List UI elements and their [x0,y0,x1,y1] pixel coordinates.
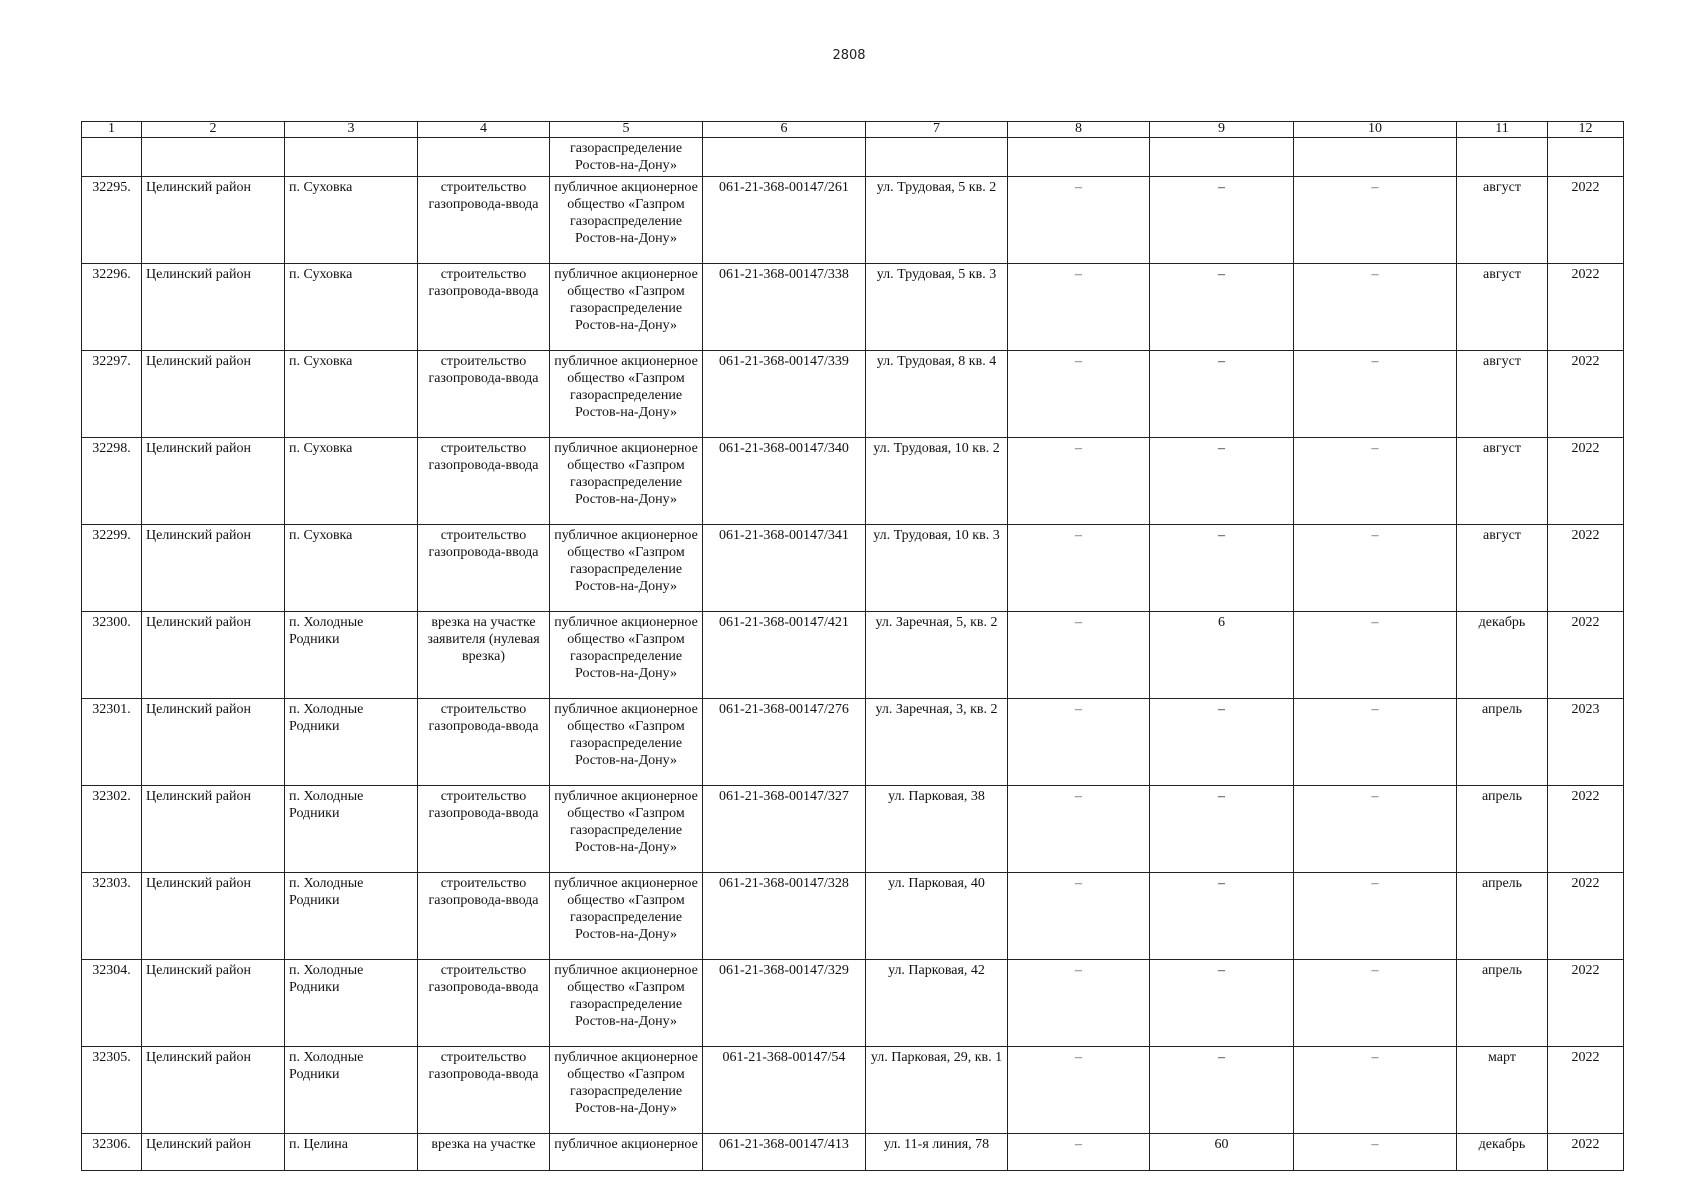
column-9-cell: 60 [1150,1134,1294,1171]
work-type-cell: строительство газопровода-ввода [418,960,550,1047]
organization-cell: публичное акционерное [550,1134,703,1171]
year-cell: 2022 [1548,438,1624,525]
table-row [82,873,1624,960]
work-type-cell: строительство газопровода-ввода [418,525,550,612]
row-number-cell: 32296. [82,264,142,351]
column-9-cell: – [1150,525,1294,612]
table-cell [1548,138,1624,177]
table-cell [1294,138,1457,177]
month-cell: апрель [1457,699,1548,786]
header-cell: 1 [82,122,142,138]
address-cell: ул. Трудовая, 5 кв. 3 [866,264,1008,351]
address-cell: ул. Парковая, 29, кв. 1 [866,1047,1008,1134]
work-type-cell: строительство газопровода-ввода [418,264,550,351]
table-row [82,1047,1624,1134]
org-cell: газораспределение Ростов-на-Дону» [550,138,703,177]
address-cell: ул. Трудовая, 10 кв. 3 [866,525,1008,612]
month-cell: август [1457,525,1548,612]
address-cell: ул. Трудовая, 8 кв. 4 [866,351,1008,438]
contract-number-cell: 061-21-368-00147/327 [703,786,866,873]
contract-number-cell: 061-21-368-00147/338 [703,264,866,351]
year-cell: 2022 [1548,264,1624,351]
column-9-cell: – [1150,1047,1294,1134]
column-9-cell: – [1150,438,1294,525]
column-10-cell: – [1294,612,1457,699]
column-8-cell: – [1008,438,1150,525]
work-type-cell: строительство газопровода-ввода [418,699,550,786]
header-cell: 11 [1457,122,1548,138]
column-10-cell: – [1294,177,1457,264]
year-cell: 2022 [1548,1134,1624,1171]
contract-number-cell: 061-21-368-00147/261 [703,177,866,264]
row-number-cell: 32297. [82,351,142,438]
locality-cell: п. Суховка [285,351,418,438]
month-cell: август [1457,351,1548,438]
address-cell: ул. Парковая, 42 [866,960,1008,1047]
column-10-cell: – [1294,960,1457,1047]
page-number: 2808 [832,48,866,63]
district-cell: Целинский район [142,699,285,786]
column-10-cell: – [1294,264,1457,351]
year-cell: 2022 [1548,1047,1624,1134]
table-row [82,786,1624,873]
column-10-cell: – [1294,786,1457,873]
district-cell: Целинский район [142,351,285,438]
row-number-cell: 32304. [82,960,142,1047]
contract-number-cell: 061-21-368-00147/413 [703,1134,866,1171]
contract-number-cell: 061-21-368-00147/421 [703,612,866,699]
address-cell: ул. Заречная, 5, кв. 2 [866,612,1008,699]
column-8-cell: – [1008,873,1150,960]
column-8-cell: – [1008,1134,1150,1171]
contract-number-cell: 061-21-368-00147/329 [703,960,866,1047]
month-cell: август [1457,177,1548,264]
organization-cell: публичное акционерное общество «Газпром газораспределение Ростов-на-Дону» [550,960,703,1047]
row-number-cell: 32300. [82,612,142,699]
column-9-cell: – [1150,264,1294,351]
table-cell [418,138,550,177]
month-cell: декабрь [1457,1134,1548,1171]
locality-cell: п. Холодные Родники [285,786,418,873]
district-cell: Целинский район [142,1134,285,1171]
locality-cell: п. Холодные Родники [285,612,418,699]
column-10-cell: – [1294,351,1457,438]
column-8-cell: – [1008,525,1150,612]
column-8-cell: – [1008,960,1150,1047]
column-10-cell: – [1294,699,1457,786]
year-cell: 2022 [1548,873,1624,960]
locality-cell: п. Холодные Родники [285,873,418,960]
table-cell [866,138,1008,177]
locality-cell: п. Целина [285,1134,418,1171]
table-cell [82,138,142,177]
table-cell [1150,138,1294,177]
column-8-cell: – [1008,699,1150,786]
table-row [82,525,1624,612]
work-type-cell: строительство газопровода-ввода [418,177,550,264]
header-cell: 3 [285,122,418,138]
column-9-cell: 6 [1150,612,1294,699]
work-type-cell: строительство газопровода-ввода [418,1047,550,1134]
district-cell: Целинский район [142,177,285,264]
locality-cell: п. Холодные Родники [285,699,418,786]
organization-cell: публичное акционерное общество «Газпром газораспределение Ростов-на-Дону» [550,525,703,612]
column-9-cell: – [1150,699,1294,786]
header-cell: 9 [1150,122,1294,138]
column-9-cell: – [1150,960,1294,1047]
district-cell: Целинский район [142,612,285,699]
table-header-row [82,122,1624,138]
column-8-cell: – [1008,612,1150,699]
table-cell [142,138,285,177]
column-10-cell: – [1294,438,1457,525]
year-cell: 2022 [1548,177,1624,264]
locality-cell: п. Суховка [285,438,418,525]
column-9-cell: – [1150,177,1294,264]
table-row [82,351,1624,438]
year-cell: 2022 [1548,612,1624,699]
locality-cell: п. Холодные Родники [285,960,418,1047]
table-cell [285,138,418,177]
month-cell: апрель [1457,786,1548,873]
header-cell: 7 [866,122,1008,138]
row-number-cell: 32302. [82,786,142,873]
year-cell: 2023 [1548,699,1624,786]
contract-number-cell: 061-21-368-00147/328 [703,873,866,960]
district-cell: Целинский район [142,960,285,1047]
locality-cell: п. Суховка [285,264,418,351]
table-row [82,177,1624,264]
continuation-row [82,138,1624,177]
address-cell: ул. Трудовая, 5 кв. 2 [866,177,1008,264]
table-row [82,438,1624,525]
contract-number-cell: 061-21-368-00147/276 [703,699,866,786]
address-cell: ул. Парковая, 38 [866,786,1008,873]
organization-cell: публичное акционерное общество «Газпром газораспределение Ростов-на-Дону» [550,438,703,525]
address-cell: ул. Парковая, 40 [866,873,1008,960]
row-number-cell: 32306. [82,1134,142,1171]
table-cell [703,138,866,177]
work-type-cell: строительство газопровода-ввода [418,351,550,438]
address-cell: ул. 11-я линия, 78 [866,1134,1008,1171]
year-cell: 2022 [1548,525,1624,612]
column-8-cell: – [1008,177,1150,264]
organization-cell: публичное акционерное общество «Газпром газораспределение Ростов-на-Дону» [550,177,703,264]
organization-cell: публичное акционерное общество «Газпром газораспределение Ростов-на-Дону» [550,264,703,351]
year-cell: 2022 [1548,960,1624,1047]
row-number-cell: 32305. [82,1047,142,1134]
row-number-cell: 32298. [82,438,142,525]
column-10-cell: – [1294,525,1457,612]
month-cell: апрель [1457,873,1548,960]
table-row [82,1134,1624,1171]
column-9-cell: – [1150,786,1294,873]
contract-number-cell: 061-21-368-00147/341 [703,525,866,612]
address-cell: ул. Трудовая, 10 кв. 2 [866,438,1008,525]
contract-number-cell: 061-21-368-00147/339 [703,351,866,438]
locality-cell: п. Холодные Родники [285,1047,418,1134]
row-number-cell: 32301. [82,699,142,786]
table-row [82,264,1624,351]
district-cell: Целинский район [142,525,285,612]
month-cell: август [1457,438,1548,525]
district-cell: Целинский район [142,786,285,873]
organization-cell: публичное акционерное общество «Газпром газораспределение Ростов-на-Дону» [550,699,703,786]
column-10-cell: – [1294,873,1457,960]
address-cell: ул. Заречная, 3, кв. 2 [866,699,1008,786]
header-cell: 12 [1548,122,1624,138]
work-type-cell: врезка на участке заявителя (нулевая врезка) [418,612,550,699]
header-cell: 8 [1008,122,1150,138]
year-cell: 2022 [1548,351,1624,438]
organization-cell: публичное акционерное общество «Газпром газораспределение Ростов-на-Дону» [550,873,703,960]
header-cell: 10 [1294,122,1457,138]
district-cell: Целинский район [142,1047,285,1134]
column-8-cell: – [1008,1047,1150,1134]
table-cell [1008,138,1150,177]
work-type-cell: строительство газопровода-ввода [418,873,550,960]
locality-cell: п. Суховка [285,525,418,612]
column-8-cell: – [1008,351,1150,438]
column-9-cell: – [1150,351,1294,438]
organization-cell: публичное акционерное общество «Газпром газораспределение Ростов-на-Дону» [550,612,703,699]
organization-cell: публичное акционерное общество «Газпром газораспределение Ростов-на-Дону» [550,1047,703,1134]
table-row [82,699,1624,786]
contract-number-cell: 061-21-368-00147/54 [703,1047,866,1134]
registry-table [81,121,1624,1171]
district-cell: Целинский район [142,438,285,525]
column-8-cell: – [1008,264,1150,351]
work-type-cell: строительство газопровода-ввода [418,438,550,525]
locality-cell: п. Суховка [285,177,418,264]
month-cell: март [1457,1047,1548,1134]
table-cell [1457,138,1548,177]
column-10-cell: – [1294,1134,1457,1171]
row-number-cell: 32303. [82,873,142,960]
header-cell: 6 [703,122,866,138]
organization-cell: публичное акционерное общество «Газпром газораспределение Ростов-на-Дону» [550,786,703,873]
row-number-cell: 32295. [82,177,142,264]
column-10-cell: – [1294,1047,1457,1134]
header-cell: 5 [550,122,703,138]
header-cell: 4 [418,122,550,138]
month-cell: август [1457,264,1548,351]
year-cell: 2022 [1548,786,1624,873]
organization-cell: публичное акционерное общество «Газпром газораспределение Ростов-на-Дону» [550,351,703,438]
district-cell: Целинский район [142,264,285,351]
district-cell: Целинский район [142,873,285,960]
header-cell: 2 [142,122,285,138]
column-8-cell: – [1008,786,1150,873]
row-number-cell: 32299. [82,525,142,612]
work-type-cell: врезка на участке [418,1134,550,1171]
table-row [82,612,1624,699]
month-cell: декабрь [1457,612,1548,699]
contract-number-cell: 061-21-368-00147/340 [703,438,866,525]
column-9-cell: – [1150,873,1294,960]
month-cell: апрель [1457,960,1548,1047]
table-row [82,960,1624,1047]
work-type-cell: строительство газопровода-ввода [418,786,550,873]
